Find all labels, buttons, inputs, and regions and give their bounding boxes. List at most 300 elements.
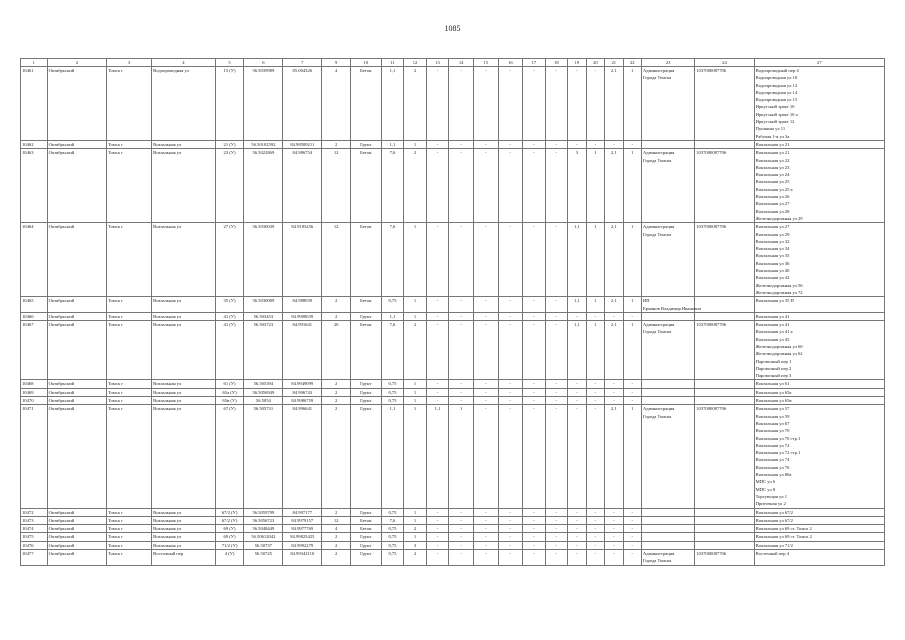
table-cell: - bbox=[623, 516, 641, 524]
table-cell: - bbox=[473, 149, 498, 223]
table-cell: - bbox=[523, 140, 546, 148]
table-cell bbox=[641, 541, 694, 549]
address-list-cell bbox=[754, 380, 884, 388]
table-cell: Администрация Города Томска bbox=[641, 67, 694, 141]
address-line: Вокзальная ул 29 bbox=[755, 231, 790, 237]
table-cell: Вокзальная ул bbox=[152, 149, 216, 223]
table-cell: Водопроводная ул bbox=[152, 67, 216, 141]
table-cell: 7,6 bbox=[381, 516, 404, 524]
table-cell: - bbox=[523, 321, 546, 380]
table-cell: 84.9977769 bbox=[283, 525, 322, 533]
table-cell: - bbox=[605, 388, 623, 396]
column-header: 1 bbox=[21, 59, 48, 67]
table-cell: 0,75 bbox=[381, 297, 404, 313]
table-cell: 0,75 bbox=[381, 533, 404, 541]
table-cell: 84.996641 bbox=[283, 405, 322, 508]
table-cell: - bbox=[473, 321, 498, 380]
address-line: МПС ул 8 bbox=[755, 486, 776, 492]
table-cell: 4 (У) bbox=[215, 550, 244, 566]
table-cell: 1037000087706 bbox=[695, 223, 754, 297]
table-cell: - bbox=[449, 525, 474, 533]
table-cell: 2 bbox=[322, 397, 351, 405]
table-cell: 10470 bbox=[21, 397, 48, 405]
table-cell: - bbox=[498, 550, 523, 566]
table-cell: Вокзальная ул bbox=[152, 405, 216, 508]
table-cell: 2 bbox=[322, 297, 351, 313]
table-cell bbox=[695, 397, 754, 405]
table-cell: - bbox=[473, 533, 498, 541]
table-cell: - bbox=[449, 140, 474, 148]
table-cell: 10474 bbox=[21, 525, 48, 533]
table-cell: 56.505394 bbox=[244, 380, 283, 388]
address-line: Вокзальная ул 24 bbox=[755, 172, 790, 178]
table-cell: Октябрьский bbox=[47, 405, 106, 508]
address-list-cell bbox=[754, 397, 884, 405]
table-cell: Бетон bbox=[350, 67, 381, 141]
registry-table-container bbox=[20, 58, 885, 566]
table-cell: 20 bbox=[322, 321, 351, 380]
table-cell: Октябрьский bbox=[47, 388, 106, 396]
table-cell: - bbox=[623, 140, 641, 148]
table-cell: 0,75 bbox=[381, 525, 404, 533]
table-cell: 2,1 bbox=[605, 297, 623, 313]
address-line: Водопроводная ул 15 bbox=[755, 97, 798, 103]
table-cell bbox=[695, 297, 754, 313]
table-row bbox=[21, 312, 885, 320]
table-cell: 41 (У) bbox=[215, 321, 244, 380]
address-line: Вокзальная ул 65а bbox=[755, 389, 792, 395]
table-cell: - bbox=[586, 541, 604, 549]
address-line: Вокзальная ул 25 а bbox=[755, 186, 793, 192]
table-row bbox=[21, 149, 885, 223]
table-cell: 1037000087706 bbox=[695, 149, 754, 223]
table-cell: 1 bbox=[404, 508, 427, 516]
table-cell: - bbox=[449, 380, 474, 388]
table-cell: - bbox=[523, 312, 546, 320]
table-cell: Томск г bbox=[107, 525, 152, 533]
table-cell: 10467 bbox=[21, 321, 48, 380]
table-cell: 1,1 bbox=[568, 297, 586, 313]
address-line: Иркутский тракт 10 bbox=[755, 104, 795, 110]
table-cell: - bbox=[605, 533, 623, 541]
table-cell: Грунт bbox=[350, 550, 381, 566]
table-cell: 1037000087706 bbox=[695, 67, 754, 141]
table-cell: 67/2 (У) bbox=[215, 516, 244, 524]
table-cell: - bbox=[568, 67, 586, 141]
table-cell: Томск г bbox=[107, 388, 152, 396]
table-cell: Октябрьский bbox=[47, 397, 106, 405]
table-cell: 21 (У) bbox=[215, 140, 244, 148]
table-cell: - bbox=[545, 388, 568, 396]
table-cell: - bbox=[426, 508, 449, 516]
address-line: Вокзальная ул 59 bbox=[755, 413, 790, 419]
table-cell: - bbox=[545, 541, 568, 549]
column-header: 7 bbox=[283, 59, 322, 67]
table-cell: - bbox=[473, 388, 498, 396]
table-cell: Вокзальная ул bbox=[152, 321, 216, 380]
address-line: Вокзальная ул 72 стр.1 bbox=[755, 450, 801, 456]
table-cell bbox=[641, 140, 694, 148]
table-cell: 84.98589211 bbox=[283, 140, 322, 148]
table-cell: - bbox=[473, 67, 498, 141]
table-cell: - bbox=[473, 550, 498, 566]
table-cell: - bbox=[473, 508, 498, 516]
table-cell: - bbox=[426, 525, 449, 533]
table-cell: - bbox=[586, 533, 604, 541]
table-body bbox=[21, 67, 885, 566]
table-cell: - bbox=[623, 541, 641, 549]
table-cell: Томск г bbox=[107, 223, 152, 297]
table-cell: 10462 bbox=[21, 140, 48, 148]
table-cell: 2,1 bbox=[605, 223, 623, 297]
table-cell: 4 bbox=[322, 525, 351, 533]
table-cell: 15 (У) bbox=[215, 67, 244, 141]
address-line: Вокзальная ул 71/2 bbox=[755, 542, 793, 548]
table-cell bbox=[695, 508, 754, 516]
table-cell: 1 bbox=[404, 312, 427, 320]
table-cell: - bbox=[523, 388, 546, 396]
table-cell: 7,6 bbox=[381, 321, 404, 380]
table-cell: Томск г bbox=[107, 380, 152, 388]
table-cell: 2 bbox=[404, 321, 427, 380]
table-cell: - bbox=[449, 508, 474, 516]
address-line: Рабочая 1-я ул 3а bbox=[755, 133, 790, 139]
table-cell: - bbox=[523, 550, 546, 566]
table-row bbox=[21, 550, 885, 566]
table-cell: - bbox=[586, 67, 604, 141]
table-cell: 3 bbox=[404, 541, 427, 549]
table-cell: - bbox=[473, 525, 498, 533]
table-cell: Октябрьский bbox=[47, 149, 106, 223]
table-cell: 2 bbox=[322, 388, 351, 396]
address-line: Водопроводный пер 4 bbox=[755, 68, 799, 73]
table-row bbox=[21, 405, 885, 508]
address-line: Вокзальная ул 67 bbox=[755, 420, 790, 426]
table-cell: - bbox=[545, 140, 568, 148]
table-cell: - bbox=[426, 541, 449, 549]
table-cell: 1,1 bbox=[381, 405, 404, 508]
table-cell: - bbox=[498, 525, 523, 533]
table-cell: 23 (У) bbox=[215, 149, 244, 223]
table-cell: 84.99342110 bbox=[283, 550, 322, 566]
table-cell: 4 bbox=[322, 67, 351, 141]
table-cell: 2,1 bbox=[605, 67, 623, 141]
table-cell: 1 bbox=[404, 388, 427, 396]
table-cell: Октябрьский bbox=[47, 525, 106, 533]
table-cell: - bbox=[523, 149, 546, 223]
table-cell: - bbox=[605, 397, 623, 405]
table-cell: - bbox=[605, 516, 623, 524]
table-cell: - bbox=[426, 223, 449, 297]
address-list-cell bbox=[754, 321, 884, 380]
table-cell: 1 bbox=[449, 405, 474, 508]
table-cell: Вокзальная ул bbox=[152, 388, 216, 396]
table-row bbox=[21, 67, 885, 141]
address-line: Вокзальная ул 25 bbox=[755, 179, 790, 185]
table-header-row bbox=[21, 59, 885, 67]
table-cell: - bbox=[623, 525, 641, 533]
table-cell: Грунт bbox=[350, 388, 381, 396]
table-cell: - bbox=[523, 223, 546, 297]
table-cell: - bbox=[545, 405, 568, 508]
column-header: 24 bbox=[695, 59, 754, 67]
table-cell: - bbox=[449, 67, 474, 141]
table-cell: 10477 bbox=[21, 550, 48, 566]
table-cell bbox=[695, 516, 754, 524]
table-row bbox=[21, 533, 885, 541]
table-row bbox=[21, 140, 885, 148]
table-cell: - bbox=[523, 508, 546, 516]
table-cell: Бетон bbox=[350, 516, 381, 524]
table-cell bbox=[641, 312, 694, 320]
table-cell: Администрация Города Томска bbox=[641, 550, 694, 566]
table-cell: 10461 bbox=[21, 67, 48, 141]
table-cell: - bbox=[498, 149, 523, 223]
address-line: Вокзальная ул 72 bbox=[755, 442, 790, 448]
table-cell: Томск г bbox=[107, 516, 152, 524]
table-cell: 84.986754 bbox=[283, 149, 322, 223]
table-cell: 84.997177 bbox=[283, 508, 322, 516]
table-cell: 84.9986759 bbox=[283, 397, 322, 405]
table-cell: Грунт bbox=[350, 397, 381, 405]
table-cell: - bbox=[568, 541, 586, 549]
table-cell: - bbox=[449, 223, 474, 297]
table-row bbox=[21, 380, 885, 388]
table-cell: 10471 bbox=[21, 405, 48, 508]
column-header: 13 bbox=[426, 59, 449, 67]
table-cell: Вокзальная ул bbox=[152, 312, 216, 320]
table-cell: - bbox=[623, 550, 641, 566]
table-cell: - bbox=[586, 405, 604, 508]
table-cell: - bbox=[523, 380, 546, 388]
table-cell: 61 (У) bbox=[215, 380, 244, 388]
table-cell: - bbox=[523, 405, 546, 508]
table-cell: 65в (У) bbox=[215, 397, 244, 405]
table-cell: 1 bbox=[623, 297, 641, 313]
table-cell: Октябрьский bbox=[47, 312, 106, 320]
address-line: Пушкина ул 11 bbox=[755, 126, 786, 132]
table-cell: 10473 bbox=[21, 516, 48, 524]
table-cell: - bbox=[586, 508, 604, 516]
table-cell: 2 bbox=[322, 140, 351, 148]
table-cell: 1037000087706 bbox=[695, 550, 754, 566]
table-cell: Вокзальная ул bbox=[152, 525, 216, 533]
address-line: Вокзальная ул 21 bbox=[755, 141, 790, 147]
table-row bbox=[21, 516, 885, 524]
table-row bbox=[21, 525, 885, 533]
address-line: Железнодорожная ул 56 bbox=[755, 282, 803, 288]
table-cell: Томск г bbox=[107, 321, 152, 380]
column-header: 10 bbox=[350, 59, 381, 67]
table-cell: Вокзальная ул bbox=[152, 397, 216, 405]
table-cell: Вокзальная ул bbox=[152, 297, 216, 313]
table-cell: 10464 bbox=[21, 223, 48, 297]
table-cell: - bbox=[426, 388, 449, 396]
address-line: Вокзальная ул 65в bbox=[755, 398, 792, 404]
table-cell: Грунт bbox=[350, 508, 381, 516]
table-cell: - bbox=[545, 516, 568, 524]
table-cell bbox=[695, 380, 754, 388]
table-cell: Администрация Города Томска bbox=[641, 149, 694, 223]
table-cell: Грунт bbox=[350, 380, 381, 388]
table-row bbox=[21, 397, 885, 405]
table-cell: Октябрьский bbox=[47, 380, 106, 388]
table-cell: - bbox=[498, 321, 523, 380]
table-cell: - bbox=[623, 380, 641, 388]
column-header: 14 bbox=[449, 59, 474, 67]
table-row bbox=[21, 388, 885, 396]
table-cell: 1,1 bbox=[381, 140, 404, 148]
table-cell: Октябрьский bbox=[47, 508, 106, 516]
table-cell: - bbox=[426, 321, 449, 380]
address-line: Вокзальная ул 27 bbox=[755, 224, 790, 230]
column-header: 18 bbox=[545, 59, 568, 67]
table-cell: 56.5059799 bbox=[244, 508, 283, 516]
address-line: Вокзальная ул 80а bbox=[755, 472, 792, 478]
address-list-cell bbox=[754, 223, 884, 297]
address-line: Водопроводная ул 10 bbox=[755, 75, 798, 81]
table-cell: - bbox=[545, 550, 568, 566]
address-line: Иркутский тракт 10 а bbox=[755, 111, 798, 117]
table-cell: 1037000087706 bbox=[695, 405, 754, 508]
table-cell: Томск г bbox=[107, 149, 152, 223]
address-list-cell bbox=[754, 149, 884, 223]
table-cell: Восточный пер bbox=[152, 550, 216, 566]
table-cell: 67/2 (У) bbox=[215, 508, 244, 516]
table-cell: 1 bbox=[404, 223, 427, 297]
table-cell: - bbox=[426, 297, 449, 313]
address-line: Вокзальная ул 74 bbox=[755, 457, 790, 463]
table-cell: - bbox=[545, 149, 568, 223]
table-cell: 56.5056949 bbox=[244, 388, 283, 396]
address-list-cell bbox=[754, 550, 884, 566]
address-line: Железнодорожная ул 60 bbox=[755, 343, 803, 349]
table-cell: - bbox=[523, 516, 546, 524]
table-cell: - bbox=[545, 525, 568, 533]
table-cell: - bbox=[449, 149, 474, 223]
address-line: Водопроводная ул 14 bbox=[755, 89, 798, 95]
address-line: Вокзальная ул 67/2 bbox=[755, 517, 793, 523]
table-cell: Бетон bbox=[350, 321, 381, 380]
table-cell: 56.5039989 bbox=[244, 67, 283, 141]
table-cell: - bbox=[523, 297, 546, 313]
table-cell: - bbox=[426, 149, 449, 223]
address-line: Вокзальная ул 69 ст. Томск 2 bbox=[755, 534, 812, 540]
table-cell: Бетон bbox=[350, 149, 381, 223]
table-cell bbox=[695, 140, 754, 148]
table-cell: Томск г bbox=[107, 397, 152, 405]
table-cell: 1037000087706 bbox=[695, 321, 754, 380]
table-cell: 1,1 bbox=[568, 223, 586, 297]
address-list-cell bbox=[754, 140, 884, 148]
address-list-cell bbox=[754, 388, 884, 396]
table-cell bbox=[641, 397, 694, 405]
table-cell bbox=[695, 533, 754, 541]
table-cell: - bbox=[545, 321, 568, 380]
address-line: Вокзальная ул 57 bbox=[755, 406, 790, 412]
table-cell: - bbox=[568, 508, 586, 516]
address-line: Вокзальная ул 36 bbox=[755, 260, 790, 266]
table-cell: - bbox=[498, 297, 523, 313]
column-header: 16 bbox=[498, 59, 523, 67]
table-cell: - bbox=[586, 388, 604, 396]
table-cell: - bbox=[568, 533, 586, 541]
table-cell: 1 bbox=[586, 321, 604, 380]
table-cell: Томск г bbox=[107, 67, 152, 141]
table-cell: Грунт bbox=[350, 405, 381, 508]
table-cell: - bbox=[605, 312, 623, 320]
table-cell: 67 (У) bbox=[215, 405, 244, 508]
table-cell: 2 bbox=[322, 541, 351, 549]
table-cell: - bbox=[545, 508, 568, 516]
table-cell: Октябрьский bbox=[47, 67, 106, 141]
table-cell: - bbox=[473, 516, 498, 524]
address-line: Вокзальная ул 41 bbox=[755, 322, 790, 328]
table-cell: 10476 bbox=[21, 541, 48, 549]
table-cell: Вокзальная ул bbox=[152, 140, 216, 148]
address-line: Вокзальная ул 26 bbox=[755, 194, 790, 200]
table-cell: - bbox=[545, 297, 568, 313]
table-cell: Вокзальная ул bbox=[152, 223, 216, 297]
address-line: Вокзальная ул 69 ст. Томск 2 bbox=[755, 526, 812, 532]
address-line: Иркутский тракт 12 bbox=[755, 119, 795, 125]
table-cell: 1 bbox=[586, 149, 604, 223]
table-cell: 2 bbox=[404, 67, 427, 141]
table-cell: - bbox=[473, 140, 498, 148]
address-line: Паровозный пер 1 bbox=[755, 358, 792, 364]
address-line: Паровозный пер 3 bbox=[755, 373, 792, 379]
table-cell: - bbox=[568, 312, 586, 320]
table-cell: 1 bbox=[404, 140, 427, 148]
address-list-cell bbox=[754, 541, 884, 549]
table-cell: 3 bbox=[568, 149, 586, 223]
table-cell: - bbox=[545, 397, 568, 405]
table-cell: 1 bbox=[586, 223, 604, 297]
table-cell bbox=[641, 533, 694, 541]
table-cell: 27 (У) bbox=[215, 223, 244, 297]
address-line: Торгующая ул 1 bbox=[755, 493, 788, 499]
table-cell: Бетон bbox=[350, 223, 381, 297]
table-cell: - bbox=[605, 508, 623, 516]
table-cell: - bbox=[523, 67, 546, 141]
column-header: 6 bbox=[244, 59, 283, 67]
table-cell: Администрация Города Томска bbox=[641, 321, 694, 380]
table-cell: 85.004326 bbox=[283, 67, 322, 141]
address-line: Вокзальная ул 45 bbox=[755, 336, 790, 342]
table-cell: 1 bbox=[623, 321, 641, 380]
table-cell: - bbox=[586, 312, 604, 320]
table-cell: Томск г bbox=[107, 140, 152, 148]
address-line: Железнодорожная ул 62 bbox=[755, 351, 803, 357]
table-cell: - bbox=[498, 67, 523, 141]
table-cell: 1 bbox=[404, 297, 427, 313]
table-cell: 84.996743 bbox=[283, 388, 322, 396]
column-header: 23 bbox=[641, 59, 694, 67]
table-cell: 56.505731 bbox=[244, 405, 283, 508]
table-cell: Октябрьский bbox=[47, 223, 106, 297]
table-cell: 0,75 bbox=[381, 508, 404, 516]
column-header: 27 bbox=[754, 59, 884, 67]
table-cell: - bbox=[426, 312, 449, 320]
address-list-cell bbox=[754, 533, 884, 541]
table-cell: - bbox=[545, 67, 568, 141]
table-cell: 7,6 bbox=[381, 223, 404, 297]
table-cell: - bbox=[473, 541, 498, 549]
table-cell: 56.5022869 bbox=[244, 149, 283, 223]
table-cell: 56.50725 bbox=[244, 550, 283, 566]
table-cell: Октябрьский bbox=[47, 321, 106, 380]
table-cell: Томск г bbox=[107, 297, 152, 313]
